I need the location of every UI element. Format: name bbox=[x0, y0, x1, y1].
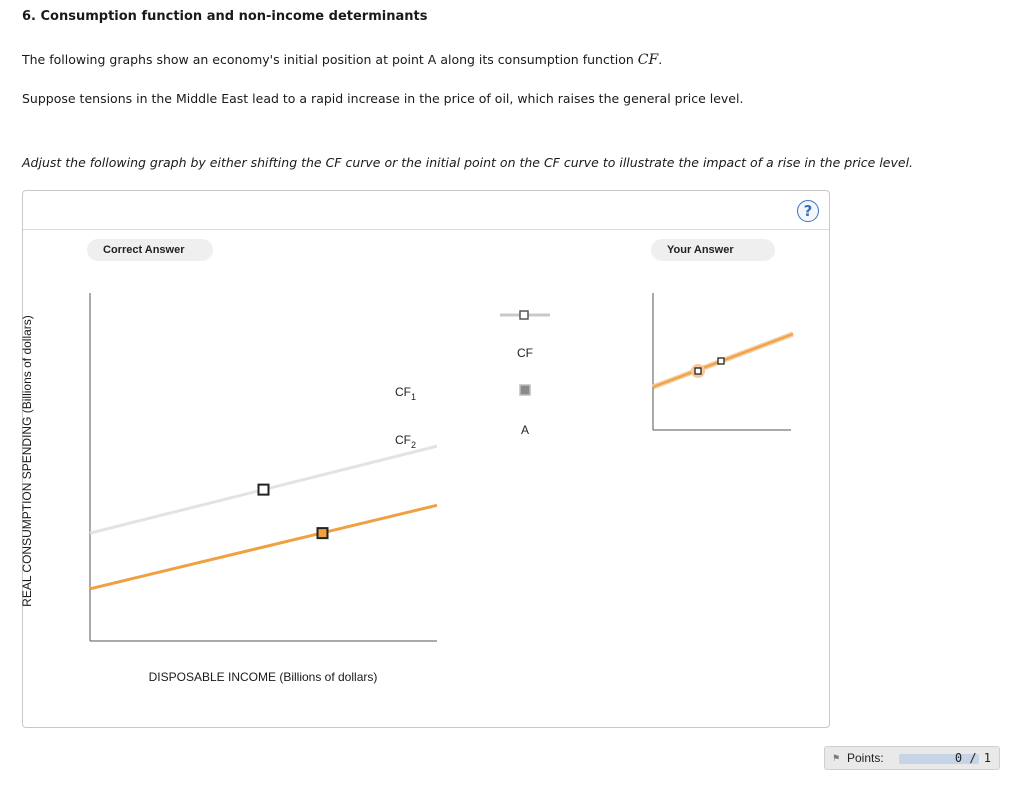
cf-tool-handle-icon bbox=[520, 311, 528, 319]
point-tool-label: A bbox=[520, 423, 530, 437]
cf1-label-sub: 1 bbox=[411, 392, 417, 402]
cf1-label bbox=[395, 385, 416, 402]
intro-end: . bbox=[658, 52, 663, 67]
cf2-line[interactable] bbox=[90, 505, 437, 589]
point-tool-icon[interactable] bbox=[520, 385, 530, 395]
point-a-initial[interactable] bbox=[259, 485, 269, 495]
cf2-label bbox=[395, 433, 416, 450]
cf1-label-main: CF bbox=[395, 385, 411, 399]
cf-tool[interactable] bbox=[500, 311, 550, 319]
answer-point-a[interactable] bbox=[695, 368, 701, 374]
point-a-shifted[interactable] bbox=[317, 528, 327, 538]
correct-answer-tab[interactable]: Correct Answer bbox=[87, 239, 213, 261]
your-answer-tab[interactable]: Your Answer bbox=[651, 239, 775, 261]
cf2-label-main: CF bbox=[395, 433, 411, 447]
help-icon[interactable]: ? bbox=[797, 200, 819, 222]
points-label: Points: bbox=[847, 751, 884, 765]
question-title: 6. Consumption function and non-income determinants bbox=[22, 9, 428, 24]
flag-icon: ⚑ bbox=[832, 754, 841, 764]
cf2-label-sub: 2 bbox=[411, 440, 417, 450]
answer-cf-handle[interactable] bbox=[718, 358, 724, 364]
points-bar bbox=[824, 746, 1000, 770]
y-axis-label: REAL CONSUMPTION SPENDING (Billions of dollars) bbox=[20, 315, 34, 607]
points-score: 0 / 1 bbox=[954, 751, 991, 765]
instructions: Adjust the following graph by either shifting the CF curve or the initial point on the CF curve to illustrate the impact of a rise in the price level. bbox=[22, 155, 914, 170]
scenario-paragraph: Suppose tensions in the Middle East lead to a rapid increase in the price of oil, which raises the general price level. bbox=[22, 91, 744, 106]
cf-math-symbol: CF bbox=[637, 52, 659, 68]
intro-text: The following graphs show an economy's initial position at point A along its consumption function bbox=[22, 52, 634, 67]
x-axis-label: DISPOSABLE INCOME (Billions of dollars) bbox=[148, 670, 378, 684]
cf-tool-label: CF bbox=[517, 346, 533, 360]
